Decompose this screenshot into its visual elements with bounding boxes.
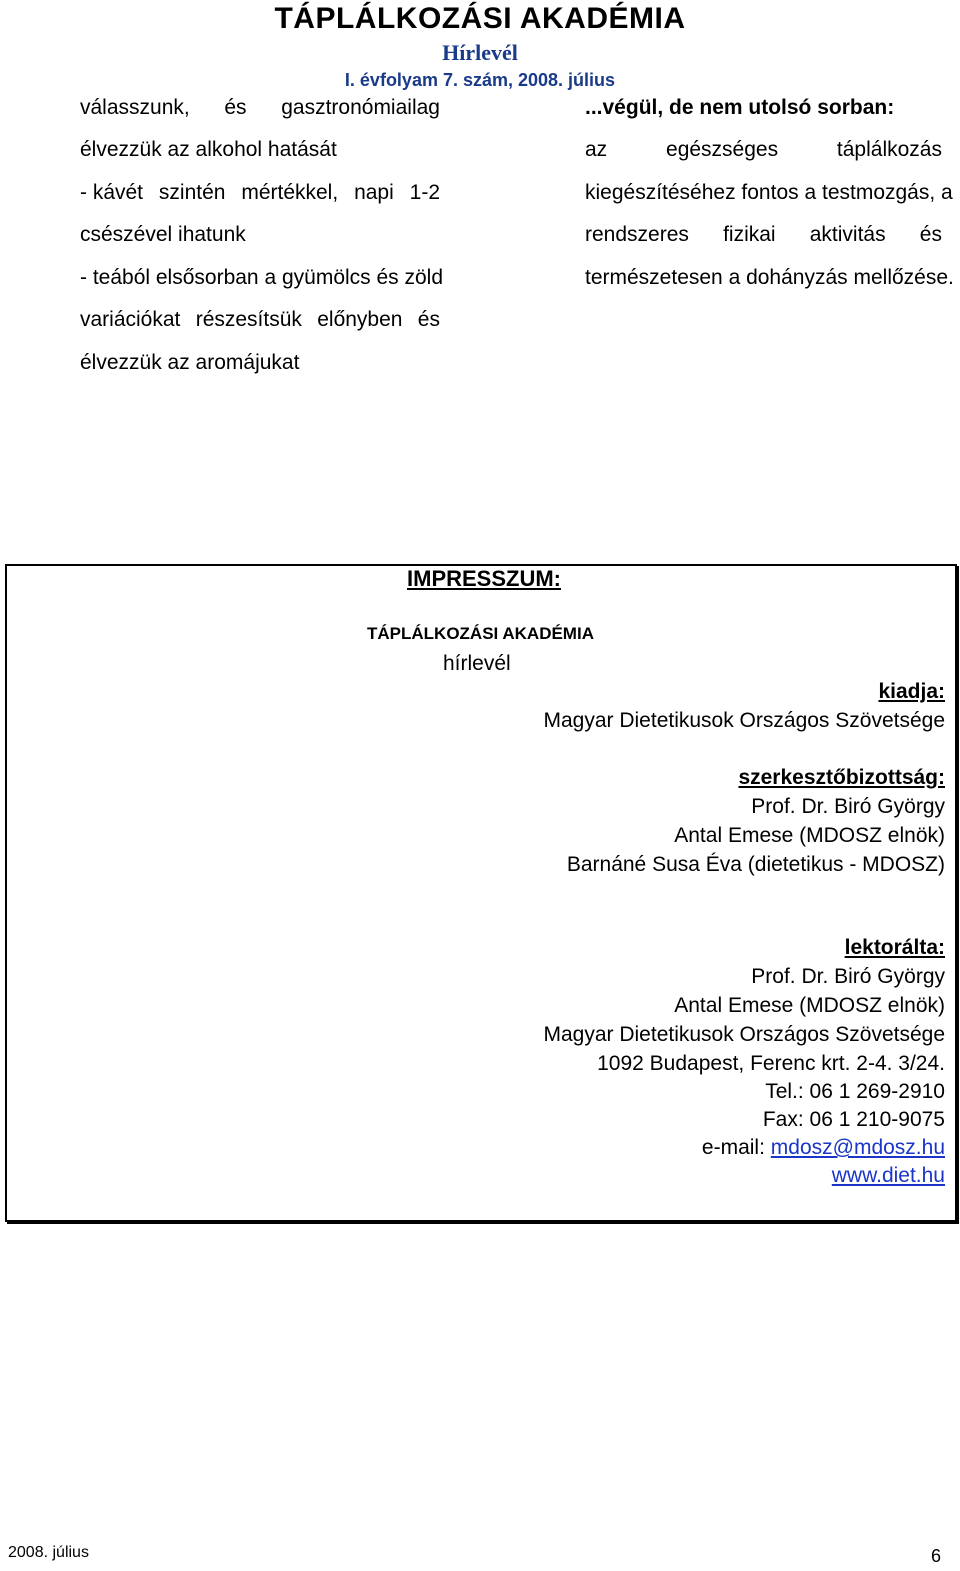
fax: Fax: 06 1 210-9075 (762, 1108, 945, 1131)
right-heading: ...végül, de nem utolsó sorban: (585, 96, 895, 119)
website-line (832, 1164, 945, 1188)
left-word: - kávét (80, 181, 144, 204)
right-word: aktivitás (809, 223, 886, 246)
reviewer: Antal Emese (MDOSZ elnök) (674, 994, 945, 1017)
left-line-4: csészével ihatunk (80, 223, 246, 246)
impressum-heading: IMPRESSZUM: (407, 566, 561, 591)
right-line-4: természetesen a dohányzás mellőzése. (585, 266, 954, 289)
left-word: és (224, 96, 247, 119)
left-word: részesítsük (195, 308, 302, 331)
left-word: gasztronómiailag (281, 96, 440, 119)
right-line-3 (585, 221, 942, 249)
right-line-2: kiegészítéséhez fontos a testmozgás, a (585, 181, 953, 204)
left-line-2: élvezzük az alkohol hatását (80, 138, 337, 161)
telephone: Tel.: 06 1 269-2910 (765, 1080, 945, 1103)
address: 1092 Budapest, Ferenc krt. 2-4. 3/24. (597, 1052, 945, 1075)
left-word: és (417, 308, 440, 331)
right-line-1 (585, 136, 942, 164)
left-word: mértékkel, (241, 181, 339, 204)
board-label: szerkesztőbizottság: (738, 766, 945, 789)
right-word: táplálkozás (836, 138, 942, 161)
newsletter-title: TÁPLÁLKOZÁSI AKADÉMIA (274, 2, 686, 35)
reviewer: Prof. Dr. Biró György (751, 965, 945, 988)
newsletter-subtitle: Hírlevél (442, 40, 518, 65)
left-line-1 (80, 94, 440, 122)
left-line-5: - teából elsősorban a gyümölcs és zöld (80, 266, 444, 289)
right-word: fizikai (723, 223, 776, 246)
right-word: rendszeres (585, 223, 689, 246)
left-word: előnyben (317, 308, 403, 331)
organization-name: Magyar Dietetikusok Országos Szövetsége (543, 1023, 945, 1046)
left-line-6 (80, 306, 440, 334)
left-word: szintén (158, 181, 226, 204)
right-word: az (585, 138, 608, 161)
left-word: 1-2 (409, 181, 440, 204)
board-member: Barnáné Susa Éva (dietetikus - MDOSZ) (566, 853, 945, 876)
publisher-name: Magyar Dietetikusok Országos Szövetsége (543, 709, 945, 732)
website-link[interactable]: www.diet.hu (831, 1164, 945, 1187)
impressum-subtitle: hírlevél (443, 652, 511, 675)
footer-date: 2008. július (8, 1544, 89, 1561)
impressum-box (5, 564, 957, 1222)
right-word: és (919, 223, 942, 246)
right-word: egészséges (666, 138, 779, 161)
left-word: variációkat (80, 308, 181, 331)
email-label: e-mail: (701, 1136, 771, 1159)
left-line-7: élvezzük az aromájukat (80, 351, 300, 374)
left-word: napi (354, 181, 394, 204)
board-member: Prof. Dr. Biró György (751, 795, 945, 818)
publisher-label: kiadja: (878, 680, 945, 703)
email-link[interactable]: mdosz@mdosz.hu (770, 1136, 945, 1159)
page-number: 6 (931, 1546, 942, 1566)
impressum-title: TÁPLÁLKOZÁSI AKADÉMIA (367, 624, 594, 643)
left-word: válasszunk, (80, 96, 190, 119)
left-line-3 (80, 179, 440, 207)
issue-line: I. évfolyam 7. szám, 2008. július (344, 70, 616, 90)
reviewed-label: lektorálta: (844, 936, 945, 959)
board-member: Antal Emese (MDOSZ elnök) (674, 824, 945, 847)
email-line (702, 1136, 945, 1160)
